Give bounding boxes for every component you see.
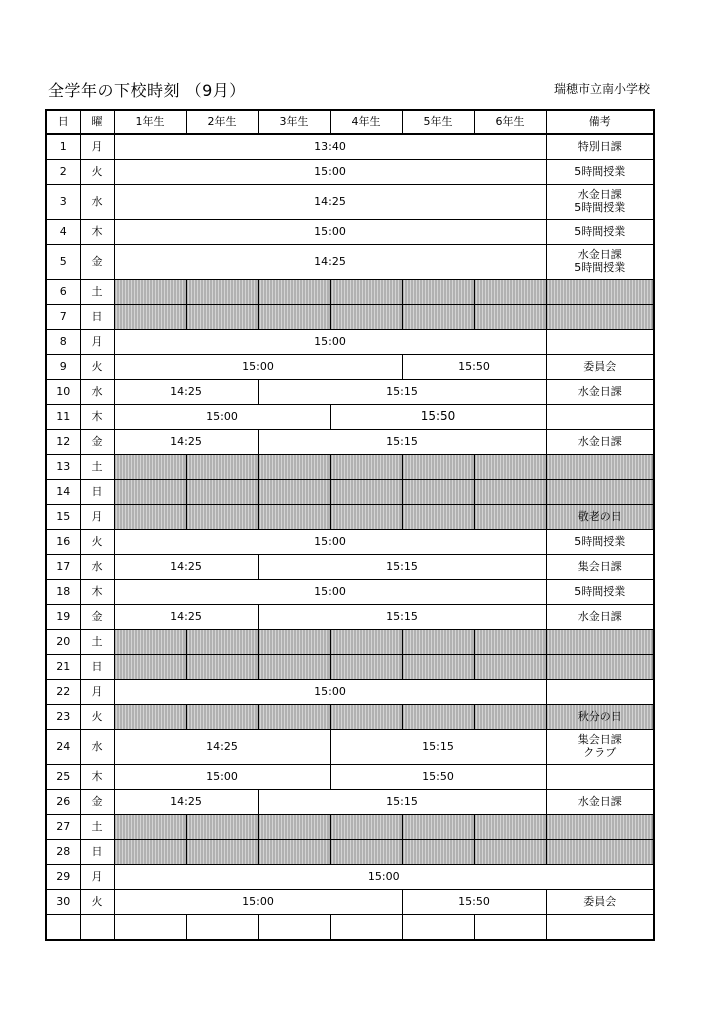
- day-cell: 10: [46, 380, 80, 405]
- time-cell: [186, 915, 258, 941]
- time-cell: 15:00: [114, 580, 546, 605]
- shaded-cell: [474, 480, 546, 505]
- shaded-cell: [402, 455, 474, 480]
- shaded-cell: [186, 840, 258, 865]
- dismissal-schedule-table: [45, 109, 655, 941]
- note-cell: [546, 815, 654, 840]
- shaded-cell: [114, 630, 186, 655]
- time-cell: 15:50: [402, 355, 546, 380]
- note-cell: 集会日課: [546, 555, 654, 580]
- day-cell: 11: [46, 405, 80, 430]
- shaded-cell: [402, 305, 474, 330]
- weekday-cell: 土: [80, 815, 114, 840]
- day-cell: 9: [46, 355, 80, 380]
- note-cell: 敬老の日: [546, 505, 654, 530]
- time-cell: 15:50: [330, 405, 546, 430]
- header-grade-4: 4年生: [330, 110, 402, 134]
- school-name: 瑞穂市立南小学校: [553, 82, 650, 96]
- time-cell: 14:25: [114, 430, 258, 455]
- time-cell: 13:40: [114, 134, 546, 160]
- time-cell: 15:15: [258, 380, 546, 405]
- table-row: [46, 505, 654, 530]
- note-cell: 水金日課 5時間授業: [546, 185, 654, 220]
- shaded-cell: [330, 305, 402, 330]
- table-row: [46, 530, 654, 555]
- time-cell: 15:00: [114, 355, 402, 380]
- shaded-cell: [330, 480, 402, 505]
- time-cell: 15:15: [258, 790, 546, 815]
- weekday-cell: 月: [80, 330, 114, 355]
- header-grade-3: 3年生: [258, 110, 330, 134]
- time-cell: 15:15: [258, 605, 546, 630]
- day-cell: 1: [46, 134, 80, 160]
- time-cell: 15:00: [114, 220, 546, 245]
- time-cell: 15:15: [330, 730, 546, 765]
- shaded-cell: [474, 655, 546, 680]
- time-cell: 15:00: [114, 330, 546, 355]
- day-cell: 16: [46, 530, 80, 555]
- weekday-cell: 火: [80, 705, 114, 730]
- day-cell: 4: [46, 220, 80, 245]
- time-cell: 15:50: [330, 765, 546, 790]
- table-row: [46, 455, 654, 480]
- shaded-cell: [258, 505, 330, 530]
- table-row: [46, 680, 654, 705]
- note-cell: 委員会: [546, 890, 654, 915]
- weekday-cell: 日: [80, 305, 114, 330]
- day-cell: 29: [46, 865, 80, 890]
- time-cell: 14:25: [114, 605, 258, 630]
- shaded-cell: [114, 455, 186, 480]
- shaded-cell: [330, 630, 402, 655]
- day-cell: 18: [46, 580, 80, 605]
- note-cell: [546, 455, 654, 480]
- weekday-cell: 水: [80, 185, 114, 220]
- day-cell: [46, 915, 80, 941]
- day-cell: 28: [46, 840, 80, 865]
- weekday-cell: 木: [80, 220, 114, 245]
- note-cell: 水金日課: [546, 790, 654, 815]
- shaded-cell: [258, 815, 330, 840]
- shaded-cell: [402, 815, 474, 840]
- table-row: [46, 630, 654, 655]
- table-row: [46, 605, 654, 630]
- weekday-cell: 金: [80, 790, 114, 815]
- note-cell: 5時間授業: [546, 530, 654, 555]
- weekday-cell: 木: [80, 405, 114, 430]
- time-cell: [402, 915, 474, 941]
- day-cell: 17: [46, 555, 80, 580]
- weekday-cell: 月: [80, 680, 114, 705]
- table-row: [46, 890, 654, 915]
- shaded-cell: [186, 505, 258, 530]
- shaded-cell: [258, 655, 330, 680]
- time-cell: [258, 915, 330, 941]
- time-cell: 14:25: [114, 555, 258, 580]
- weekday-cell: 金: [80, 430, 114, 455]
- time-cell: 15:00: [114, 530, 546, 555]
- table-row: [46, 355, 654, 380]
- note-cell: [546, 405, 654, 430]
- shaded-cell: [114, 815, 186, 840]
- weekday-cell: [80, 915, 114, 941]
- table-row: [46, 915, 654, 941]
- shaded-cell: [474, 630, 546, 655]
- note-cell: 水金日課: [546, 380, 654, 405]
- day-cell: 27: [46, 815, 80, 840]
- header-notes: 備考: [546, 110, 654, 134]
- shaded-cell: [258, 305, 330, 330]
- day-cell: 20: [46, 630, 80, 655]
- shaded-cell: [114, 305, 186, 330]
- shaded-cell: [114, 505, 186, 530]
- shaded-cell: [186, 480, 258, 505]
- table-row: [46, 430, 654, 455]
- shaded-cell: [330, 705, 402, 730]
- note-cell: [546, 630, 654, 655]
- time-cell: 15:00: [114, 890, 402, 915]
- shaded-cell: [330, 815, 402, 840]
- day-cell: 12: [46, 430, 80, 455]
- weekday-cell: 月: [80, 134, 114, 160]
- time-cell: 15:00: [114, 680, 546, 705]
- note-cell: 秋分の日: [546, 705, 654, 730]
- table-row: [46, 580, 654, 605]
- weekday-cell: 金: [80, 605, 114, 630]
- note-cell: 委員会: [546, 355, 654, 380]
- table-row: [46, 790, 654, 815]
- shaded-cell: [402, 655, 474, 680]
- table-row: [46, 220, 654, 245]
- weekday-cell: 木: [80, 765, 114, 790]
- time-cell: [330, 915, 402, 941]
- time-cell: 15:00: [114, 865, 654, 890]
- shaded-cell: [474, 280, 546, 305]
- shaded-cell: [474, 840, 546, 865]
- day-cell: 3: [46, 185, 80, 220]
- weekday-cell: 金: [80, 245, 114, 280]
- time-cell: 15:00: [114, 160, 546, 185]
- time-cell: 15:00: [114, 765, 330, 790]
- day-cell: 13: [46, 455, 80, 480]
- shaded-cell: [330, 655, 402, 680]
- table-row: [46, 730, 654, 765]
- table-row: [46, 655, 654, 680]
- table-row: [46, 280, 654, 305]
- shaded-cell: [258, 630, 330, 655]
- weekday-cell: 日: [80, 840, 114, 865]
- shaded-cell: [186, 655, 258, 680]
- note-cell: [546, 915, 654, 941]
- time-cell: 14:25: [114, 790, 258, 815]
- shaded-cell: [330, 505, 402, 530]
- shaded-cell: [474, 815, 546, 840]
- weekday-cell: 土: [80, 630, 114, 655]
- day-cell: 21: [46, 655, 80, 680]
- note-cell: [546, 330, 654, 355]
- table-row: [46, 815, 654, 840]
- day-cell: 26: [46, 790, 80, 815]
- shaded-cell: [402, 840, 474, 865]
- table-row: [46, 185, 654, 220]
- time-cell: 14:25: [114, 380, 258, 405]
- note-cell: [546, 765, 654, 790]
- shaded-cell: [474, 705, 546, 730]
- shaded-cell: [114, 280, 186, 305]
- page-title: 全学年の下校時刻 （9月）: [48, 81, 246, 100]
- weekday-cell: 火: [80, 890, 114, 915]
- table-row: [46, 305, 654, 330]
- day-cell: 25: [46, 765, 80, 790]
- weekday-cell: 火: [80, 160, 114, 185]
- day-cell: 8: [46, 330, 80, 355]
- shaded-cell: [258, 280, 330, 305]
- table-row: [46, 160, 654, 185]
- weekday-cell: 木: [80, 580, 114, 605]
- shaded-cell: [186, 280, 258, 305]
- day-cell: 7: [46, 305, 80, 330]
- note-cell: [546, 655, 654, 680]
- weekday-cell: 日: [80, 655, 114, 680]
- time-cell: 15:50: [402, 890, 546, 915]
- shaded-cell: [186, 815, 258, 840]
- weekday-cell: 月: [80, 865, 114, 890]
- weekday-cell: 水: [80, 380, 114, 405]
- time-cell: [114, 915, 186, 941]
- shaded-cell: [258, 840, 330, 865]
- note-cell: 5時間授業: [546, 220, 654, 245]
- day-cell: 6: [46, 280, 80, 305]
- time-cell: 14:25: [114, 185, 546, 220]
- shaded-cell: [474, 505, 546, 530]
- note-cell: 水金日課 5時間授業: [546, 245, 654, 280]
- day-cell: 30: [46, 890, 80, 915]
- note-cell: 特別日課: [546, 134, 654, 160]
- table-row: [46, 705, 654, 730]
- weekday-cell: 日: [80, 480, 114, 505]
- time-cell: 15:00: [114, 405, 330, 430]
- note-cell: [546, 680, 654, 705]
- weekday-cell: 土: [80, 455, 114, 480]
- shaded-cell: [186, 705, 258, 730]
- day-cell: 23: [46, 705, 80, 730]
- table-row: [46, 134, 654, 160]
- header-day: 日: [46, 110, 80, 134]
- header-weekday: 曜: [80, 110, 114, 134]
- day-cell: 5: [46, 245, 80, 280]
- header-row: [46, 110, 654, 134]
- weekday-cell: 水: [80, 555, 114, 580]
- time-cell: 15:15: [258, 555, 546, 580]
- shaded-cell: [186, 305, 258, 330]
- shaded-cell: [186, 630, 258, 655]
- note-cell: [546, 280, 654, 305]
- shaded-cell: [330, 840, 402, 865]
- shaded-cell: [330, 280, 402, 305]
- day-cell: 22: [46, 680, 80, 705]
- shaded-cell: [402, 480, 474, 505]
- table-row: [46, 330, 654, 355]
- shaded-cell: [258, 480, 330, 505]
- shaded-cell: [402, 630, 474, 655]
- table-row: [46, 840, 654, 865]
- note-cell: [546, 305, 654, 330]
- header-grade-1: 1年生: [114, 110, 186, 134]
- weekday-cell: 火: [80, 355, 114, 380]
- note-cell: [546, 480, 654, 505]
- shaded-cell: [402, 280, 474, 305]
- day-cell: 15: [46, 505, 80, 530]
- shaded-cell: [474, 455, 546, 480]
- shaded-cell: [258, 705, 330, 730]
- time-cell: 14:25: [114, 245, 546, 280]
- table-row: [46, 380, 654, 405]
- day-cell: 14: [46, 480, 80, 505]
- day-cell: 2: [46, 160, 80, 185]
- shaded-cell: [258, 455, 330, 480]
- table-row: [46, 480, 654, 505]
- time-cell: 15:15: [258, 430, 546, 455]
- shaded-cell: [330, 455, 402, 480]
- table-row: [46, 405, 654, 430]
- note-cell: [546, 840, 654, 865]
- table-row: [46, 555, 654, 580]
- weekday-cell: 水: [80, 730, 114, 765]
- note-cell: 水金日課: [546, 605, 654, 630]
- shaded-cell: [474, 305, 546, 330]
- shaded-cell: [114, 705, 186, 730]
- note-cell: 5時間授業: [546, 580, 654, 605]
- header-grade-6: 6年生: [474, 110, 546, 134]
- table-row: [46, 865, 654, 890]
- note-cell: 水金日課: [546, 430, 654, 455]
- note-cell: 集会日課 クラブ: [546, 730, 654, 765]
- weekday-cell: 土: [80, 280, 114, 305]
- time-cell: [474, 915, 546, 941]
- weekday-cell: 火: [80, 530, 114, 555]
- shaded-cell: [402, 705, 474, 730]
- shaded-cell: [186, 455, 258, 480]
- time-cell: 14:25: [114, 730, 330, 765]
- shaded-cell: [114, 655, 186, 680]
- header-grade-2: 2年生: [186, 110, 258, 134]
- shaded-cell: [114, 840, 186, 865]
- table-row: [46, 765, 654, 790]
- note-cell: 5時間授業: [546, 160, 654, 185]
- shaded-cell: [402, 505, 474, 530]
- table-row: [46, 245, 654, 280]
- day-cell: 19: [46, 605, 80, 630]
- weekday-cell: 月: [80, 505, 114, 530]
- header-grade-5: 5年生: [402, 110, 474, 134]
- shaded-cell: [114, 480, 186, 505]
- day-cell: 24: [46, 730, 80, 765]
